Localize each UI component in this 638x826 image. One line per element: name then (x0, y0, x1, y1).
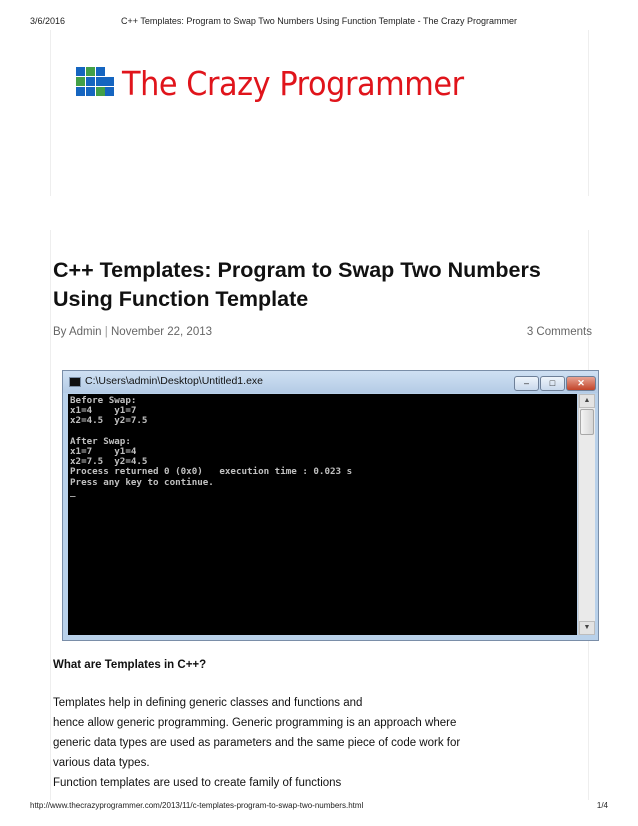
section-heading: What are Templates in C++? (53, 659, 207, 671)
content-line: generic data types are used as parameters and the same piece of code work for (53, 737, 461, 749)
content-paragraph (53, 693, 583, 793)
print-url: http://www.thecrazyprogrammer.com/2013/11/c-templates-program-to-swap-two-numbers.html (30, 801, 364, 810)
content-line: hence allow generic programming. Generic programming is an approach where (53, 717, 457, 729)
console-scrollbar (578, 394, 595, 635)
console-titlebar (63, 371, 598, 393)
console-screen (68, 394, 577, 635)
scroll-thumb (580, 409, 594, 435)
post-date: November 22, 2013 (111, 326, 213, 338)
scroll-up-icon: ▲ (579, 394, 595, 408)
author-link[interactable]: Admin (68, 326, 102, 338)
print-page-title: C++ Templates: Program to Swap Two Numbers Using Function Template - The Crazy Programmer (121, 16, 517, 26)
content-line: Function templates are used to create family of functions (53, 777, 342, 789)
close-icon: ✕ (566, 376, 596, 391)
print-page-number: 1/4 (596, 801, 608, 810)
comments-link[interactable]: 3 Comments (526, 326, 592, 338)
site-logo[interactable] (76, 64, 493, 103)
post-title: C++ Templates: Program to Swap Two Numbers Using Function Template (53, 258, 541, 311)
content-line: various data types. (53, 757, 150, 769)
console-output-text: Before Swap: x1=4 y1=7 x2=4.5 y2=7.5 After Swap: x1=7 y1=4 x2=7.5 y2=4.5 Process returned 0 (0x0) execution time : 0.023 s Press any key to continue. _ (70, 395, 353, 498)
console-app-icon (69, 377, 81, 387)
console-window-title: C:\Users\admin\Desktop\Untitled1.exe (85, 375, 263, 387)
site-header (50, 30, 589, 196)
meta-separator: | (104, 326, 108, 338)
minimize-icon: – (514, 376, 539, 391)
post-meta (53, 326, 592, 338)
console-output-screenshot (62, 370, 599, 641)
print-date: 3/6/2016 (30, 16, 66, 26)
print-header (30, 16, 608, 30)
content-line: Templates help in defining generic classes and functions and (53, 697, 363, 709)
blocks-icon (76, 67, 114, 101)
scroll-down-icon: ▼ (579, 621, 595, 635)
by-label: By (53, 326, 67, 338)
print-footer (30, 801, 608, 815)
maximize-icon: □ (540, 376, 565, 391)
logo-text: The Crazy Programmer (122, 64, 464, 103)
